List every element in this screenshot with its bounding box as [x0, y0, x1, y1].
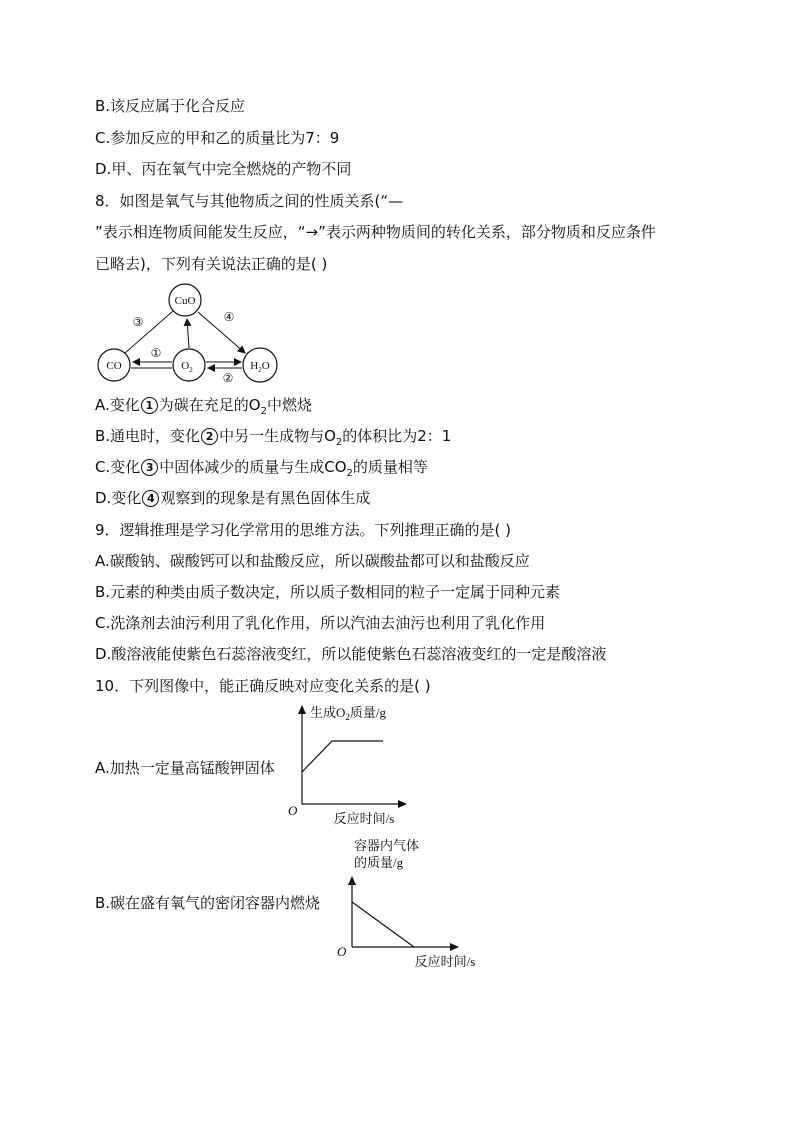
edge-label-2: ② — [222, 371, 234, 385]
q9-option-d: D.酸溶液能使紫色石蕊溶液变红，所以能使紫色石蕊溶液变红的一定是酸溶液 — [95, 645, 607, 663]
q8-stem-line-3: 已略去)，下列有关说法正确的是( ) — [95, 255, 328, 273]
q10-option-b-label: B.碳在盛有氧气的密闭容器内燃烧 — [95, 894, 321, 912]
q8-option-d: D.变化 4 观察到的现象是有黑色固体生成 — [95, 489, 371, 507]
graph-b-origin: O — [337, 944, 347, 959]
q7-option-c: C.参加反应的甲和乙的质量比为7：9 — [95, 129, 340, 147]
q9-option-c: C.洗涤剂去油污利用了乳化作用，所以汽油去油污也利用了乳化作用 — [95, 614, 546, 632]
q9-stem: 9．逻辑推理是学习化学常用的思维方法。下列推理正确的是( ) — [95, 521, 512, 539]
circled-number-4: 4 — [142, 490, 159, 507]
graph-a-xlabel: 反应时间/s — [333, 811, 395, 826]
q10-graph-b — [330, 835, 490, 970]
graph-a-curve — [302, 741, 383, 772]
circled-number-3: 3 — [141, 459, 158, 476]
edge-label-4: ④ — [223, 310, 235, 324]
node-h2o — [243, 348, 277, 382]
graph-a-origin: O — [288, 803, 298, 818]
graph-a-ylabel: 生成$O_2$质量/g — [310, 705, 387, 722]
q9-option-b: B.元素的种类由质子数决定，所以质子数相同的粒子一定属于同种元素 — [95, 583, 561, 601]
edge-4-cuo-to-h2o — [198, 312, 245, 353]
circled-number-2: 2 — [201, 428, 218, 445]
edge-o2-to-cuo — [187, 319, 189, 348]
node-cuo-label: CuO — [174, 295, 196, 307]
oxygen-relation-diagram — [90, 283, 290, 388]
edge-label-3: ③ — [132, 315, 144, 329]
q7-option-b: B.该反应属于化合反应 — [95, 97, 246, 115]
graph-b-ylabel-line-1: 容器内气体 — [354, 838, 420, 853]
q10-stem: 10．下列图像中，能正确反映对应变化关系的是( ) — [95, 677, 431, 695]
q8-option-c: C.变化 3 中固体减少的质量与生成$CO_2$的质量相等 — [95, 458, 428, 479]
q10-graph-a — [280, 700, 430, 830]
q7-option-d: D.甲、丙在氧气中完全燃烧的产物不同 — [95, 160, 352, 178]
graph-b-xlabel: 反应时间/s — [414, 954, 476, 969]
graph-b-curve — [352, 902, 414, 947]
q10-option-a-label: A.加热一定量高锰酸钾固体 — [95, 759, 275, 777]
edge-label-1: ① — [150, 346, 162, 360]
q8-option-b: B.通电时，变化 2 中另一生成物与$O_2$的体积比为2：1 — [95, 427, 452, 448]
q9-option-a: A.碳酸钠、碳酸钙可以和盐酸反应，所以碳酸盐都可以和盐酸反应 — [95, 552, 530, 570]
q8-stem-line-1: 8．如图是氧气与其他物质之间的性质关系(“— — [95, 192, 404, 210]
node-co-label: CO — [106, 360, 122, 372]
node-h2o-label: $H_2O$ — [250, 360, 270, 374]
q8-option-a: A.变化 1 为碳在充足的$O_2$中燃烧 — [95, 396, 312, 417]
q8-stem-line-2: ”表示相连物质间能发生反应，“→”表示两种物质间的转化关系，部分物质和反应条件 — [95, 223, 656, 241]
graph-b-ylabel-line-2: 的质量/g — [354, 855, 404, 870]
node-o2-label: $O_2$ — [181, 360, 193, 374]
circled-number-1: 1 — [141, 397, 158, 414]
